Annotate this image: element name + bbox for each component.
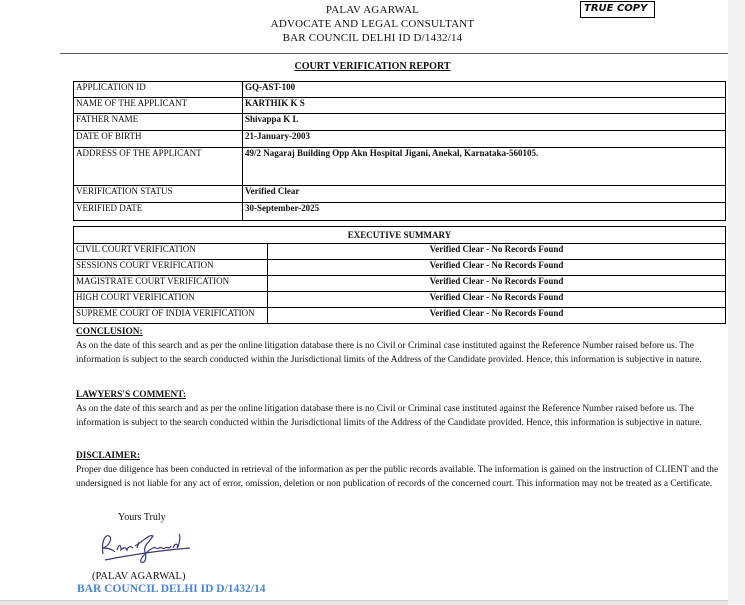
closing-salutation: Yours Truly [118,512,166,523]
row-value: Verified Clear - No Records Found [268,276,726,292]
summary-title: EXECUTIVE SUMMARY [74,227,726,244]
row-value: 30-September-2025 [243,203,726,221]
row-label: CIVIL COURT VERIFICATION [74,244,268,260]
executive-summary-table [73,226,726,324]
row-label: VERIFIED DATE [74,203,243,221]
lawyers-comment-section [76,388,726,430]
signature-image [95,528,195,571]
table-row [74,260,726,276]
table-row [74,276,726,292]
table-row [74,203,726,221]
disclaimer-text: Proper due diligence has been conducted in retrieval of the information as per the public records available. The information is gained on the instruction of CLIENT and the undersigned is not liable for any act of error, omission, deletion or non publication of records of the concerned court. This information may not be treated as a Certificate. [76,465,719,489]
row-label: ADDRESS OF THE APPLICANT [74,148,243,186]
row-value: GQ-AST-100 [243,82,726,98]
row-value: 21-January-2003 [243,131,726,148]
row-value: Verified Clear [243,186,726,203]
advocate-name: PALAV AGARWAL [325,4,420,16]
lawyers-comment-heading: LAWYERS'S COMMENT: [76,390,186,400]
lawyers-comment-text: As on the date of this search and as per the online litigation database there is no Civil or Criminal case instituted against the Reference Number raised before us. The information is subject to the search conducted within the Jurisdictional limits of the Address of the Candidate provided. Hence, this information is subjective in nature. [76,404,702,428]
row-label: FATHER NAME [74,114,243,131]
row-label: NAME OF THE APPLICANT [74,98,243,114]
table-row [74,244,726,260]
applicant-details-table [73,81,726,221]
row-value: Verified Clear - No Records Found [268,292,726,308]
table-row [74,82,726,98]
disclaimer-heading: DISCLAIMER: [76,451,141,461]
page-bottom-edge [0,600,728,605]
conclusion-heading: CONCLUSION: [76,327,143,337]
row-value: Verified Clear - No Records Found [268,260,726,276]
row-value: KARTHIK K S [243,98,726,114]
table-row [74,98,726,114]
table-row [74,114,726,131]
row-label: SESSIONS COURT VERIFICATION [74,260,268,276]
report-title: COURT VERIFICATION REPORT [294,61,451,72]
table-row [74,186,726,203]
advocate-designation: ADVOCATE AND LEGAL CONSULTANT [270,18,475,30]
table-row [74,292,726,308]
header-divider [60,53,728,54]
disclaimer-section [76,449,726,491]
signatory-bar-id: BAR COUNCIL DELHI ID D/1432/14 [77,583,266,595]
table-row [74,131,726,148]
table-row [74,148,726,186]
row-label: HIGH COURT VERIFICATION [74,292,268,308]
row-value: 49/2 Nagaraj Building Opp Akn Hospital Jigani, Anekal, Karnataka-560105. [243,148,726,186]
conclusion-text: As on the date of this search and as per the online litigation database there is no Civil or Criminal case instituted against the Reference Number raised before us. The information is subject to the search conducted within the Jurisdictional limits of the Address of the Candidate provided. Hence, this information is subjective in nature. [76,341,702,365]
row-value: Shivappa K L [243,114,726,131]
row-label: VERIFICATION STATUS [74,186,243,203]
table-row [74,308,726,324]
row-label: SUPREME COURT OF INDIA VERIFICATION [74,308,268,324]
row-value: Verified Clear - No Records Found [268,244,726,260]
true-copy-stamp: TRUE COPY [580,1,655,18]
conclusion-section [76,325,726,367]
row-label: APPLICATION ID [74,82,243,98]
row-label: MAGISTRATE COURT VERIFICATION [74,276,268,292]
signatory-name: (PALAV AGARWAL) [92,571,186,582]
row-label: DATE OF BIRTH [74,131,243,148]
scrollbar-track[interactable] [728,0,745,604]
row-value: Verified Clear - No Records Found [268,308,726,324]
header-bar-id: BAR COUNCIL DELHI ID D/1432/14 [282,32,463,44]
